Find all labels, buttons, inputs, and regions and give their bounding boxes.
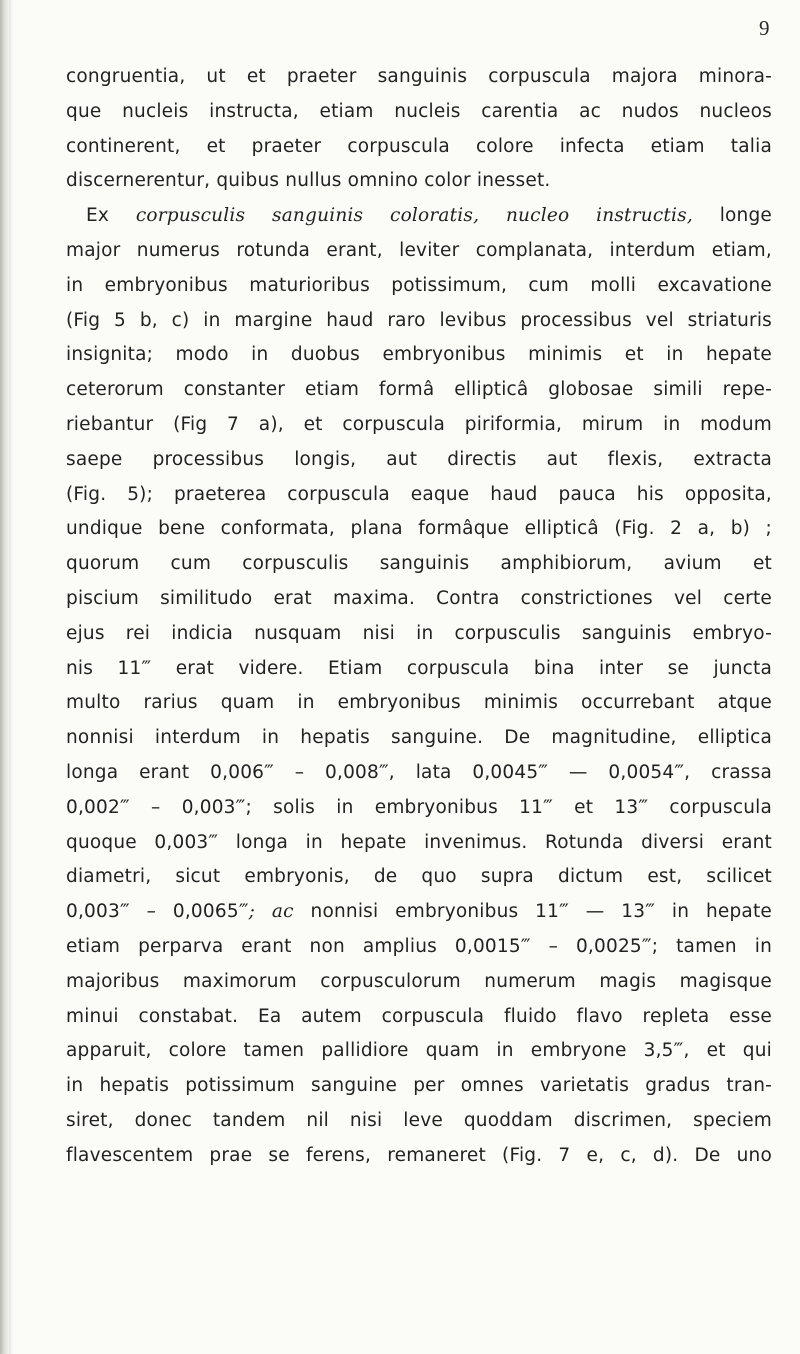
page-number: 9 (759, 16, 770, 40)
text-segment: Ex (86, 205, 136, 227)
text-line: 0,002‴ – 0,003‴; solis in embryonibus 11‴ et 13‴ corpuscula (66, 796, 772, 818)
text-line: majoribus maximorum corpusculorum numerum magis magisque (66, 970, 772, 992)
text-line: minui constabat. Ea autem corpuscula fluido flavo repleta esse (66, 1005, 772, 1027)
text-segment: 0,003‴ – 0,0065‴ (66, 901, 249, 923)
text-line: diametri, sicut embryonis, de quo supra dictum est, scilicet (66, 866, 772, 888)
text-line: que nucleis instructa, etiam nucleis carentia ac nudos nucleos (66, 100, 772, 122)
paragraph-start-line (66, 199, 772, 234)
text-line: quorum cum corpusculis sanguinis amphibiorum, avium et (66, 553, 772, 575)
text-line: congruentia, ut et praeter sanguinis corpuscula majora minora- (66, 66, 772, 87)
text-line: riebantur (Fig 7 a), et corpuscula piriformia, mirum in modum (66, 413, 772, 435)
text-line: undique bene conformata, plana formâque ellipticâ (Fig. 2 a, b) ; (66, 518, 772, 540)
text-line: longa erant 0,006‴ – 0,008‴, lata 0,0045‴ — 0,0054‴, crassa (66, 761, 772, 783)
body-text (66, 60, 772, 1174)
text-line: piscium similitudo erat maxima. Contra constrictiones vel certe (66, 587, 772, 609)
text-line: multo rarius quam in embryonibus minimis occurrebant atque (66, 692, 772, 714)
text-line: ejus rei indicia nusquam nisi in corpusculis sanguinis embryo- (66, 622, 772, 644)
text-line: (Fig 5 b, c) in margine haud raro levibus processibus vel striaturis (66, 309, 772, 331)
text-line: quoque 0,003‴ longa in hepate invenimus. Rotunda diversi erant (66, 831, 772, 853)
text-segment: longe (692, 205, 773, 227)
text-line: siret, donec tandem nil nisi leve quoddam discrimen, speciem (66, 1109, 772, 1131)
text-line: in hepatis potissimum sanguine per omnes varietatis gradus tran- (66, 1075, 772, 1097)
italic-phrase: ; ac (248, 901, 294, 923)
text-segment: nonnisi embryonibus 11‴ — 13‴ in hepate (293, 901, 772, 923)
text-line: continerent, et praeter corpuscula colore infecta etiam talia (66, 135, 772, 157)
text-line: in embryonibus maturioribus potissimum, cum molli excavatione (66, 274, 772, 296)
text-line: insignita; modo in duobus embryonibus minimis et in hepate (66, 344, 772, 366)
text-line: flavescentem prae se ferens, remaneret (Fig. 7 e, c, d). De uno (66, 1144, 772, 1166)
text-line: etiam perparva erant non amplius 0,0015‴ – 0,0025‴; tamen in (66, 935, 772, 957)
italic-phrase: corpusculis sanguinis coloratis, nucleo instructis, (135, 205, 693, 227)
text-line: major numerus rotunda erant, leviter complanata, interdum etiam, (66, 239, 772, 261)
text-line: discernerentur, quibus nullus omnino color inesset. (66, 170, 551, 192)
page-binding-shadow (9, 0, 13, 1354)
text-line: apparuit, colore tamen pallidiore quam in embryone 3,5‴, et qui (66, 1040, 772, 1062)
text-line: (Fig. 5); praeterea corpuscula eaque haud pauca his opposita, (66, 483, 772, 505)
text-line: nis 11‴ erat videre. Etiam corpuscula bina inter se juncta (66, 657, 772, 679)
text-line: ceterorum constanter etiam formâ ellipticâ globosae simili repe- (66, 379, 772, 401)
page-binding-edge (0, 0, 9, 1354)
text-line: saepe processibus longis, aut directis aut flexis, extracta (66, 448, 772, 470)
text-line-with-italic (66, 895, 772, 930)
text-line: nonnisi interdum in hepatis sanguine. De magnitudine, elliptica (66, 727, 772, 749)
